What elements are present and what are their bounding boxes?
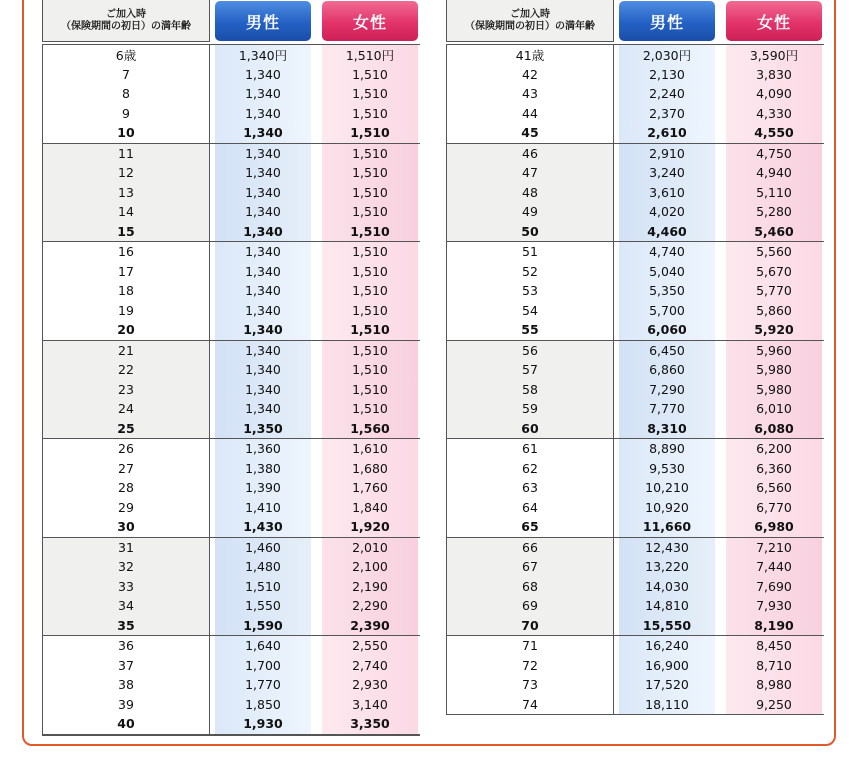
female-column-header: 女性 bbox=[726, 1, 822, 41]
female-premium-cell: 7,210 bbox=[726, 538, 822, 558]
male-premium-cell: 1,390 bbox=[215, 478, 311, 498]
female-premium-cell: 1,510 bbox=[322, 242, 418, 262]
age-cell: 49 bbox=[446, 202, 614, 222]
male-premium-cell: 5,040 bbox=[619, 262, 715, 282]
male-premium-cell: 1,340 bbox=[215, 341, 311, 361]
male-premium-cell: 16,240 bbox=[619, 636, 715, 656]
female-premium-cell: 4,330 bbox=[726, 104, 822, 124]
female-premium-cell: 4,550 bbox=[726, 123, 822, 143]
age-cell: 43 bbox=[446, 84, 614, 104]
table-row bbox=[42, 577, 420, 597]
age-cell: 30 bbox=[42, 517, 210, 537]
age-cell: 60 bbox=[446, 419, 614, 439]
age-cell: 50 bbox=[446, 222, 614, 242]
male-premium-cell: 4,740 bbox=[619, 242, 715, 262]
male-premium-cell: 1,340 bbox=[215, 163, 311, 183]
table-row bbox=[446, 360, 824, 380]
table-row bbox=[446, 419, 824, 440]
male-premium-cell: 2,130 bbox=[619, 65, 715, 85]
age-cell: 39 bbox=[42, 695, 210, 715]
age-cell: 53 bbox=[446, 281, 614, 301]
age-cell: 16 bbox=[42, 242, 210, 262]
age-cell: 48 bbox=[446, 183, 614, 203]
age-cell: 32 bbox=[42, 557, 210, 577]
female-premium-cell: 5,460 bbox=[726, 222, 822, 242]
female-premium-cell: 1,510 bbox=[322, 360, 418, 380]
age-cell: 66 bbox=[446, 538, 614, 558]
age-cell: 61 bbox=[446, 439, 614, 459]
female-premium-cell: 4,750 bbox=[726, 144, 822, 164]
male-premium-cell: 18,110 bbox=[619, 695, 715, 715]
male-premium-cell: 5,350 bbox=[619, 281, 715, 301]
age-cell: 62 bbox=[446, 459, 614, 479]
table-row bbox=[446, 577, 824, 597]
female-premium-cell: 1,510 bbox=[322, 144, 418, 164]
age-cell: 29 bbox=[42, 498, 210, 518]
male-premium-cell: 11,660 bbox=[619, 517, 715, 537]
table-row bbox=[42, 144, 420, 164]
age-cell: 15 bbox=[42, 222, 210, 242]
female-column-header: 女性 bbox=[322, 1, 418, 41]
table-row bbox=[446, 262, 824, 282]
male-premium-cell: 14,810 bbox=[619, 596, 715, 616]
male-premium-cell: 7,290 bbox=[619, 380, 715, 400]
premium-table-right bbox=[446, 0, 824, 715]
female-premium-cell: 2,930 bbox=[322, 675, 418, 695]
female-premium-cell: 6,200 bbox=[726, 439, 822, 459]
female-premium-cell: 2,550 bbox=[322, 636, 418, 656]
age-cell: 33 bbox=[42, 577, 210, 597]
female-premium-cell: 5,980 bbox=[726, 380, 822, 400]
male-premium-cell: 1,340 bbox=[215, 242, 311, 262]
table-row bbox=[42, 399, 420, 419]
male-premium-cell: 2,240 bbox=[619, 84, 715, 104]
table-row bbox=[42, 498, 420, 518]
female-premium-cell: 3,590円 bbox=[726, 45, 822, 65]
female-premium-cell: 5,980 bbox=[726, 360, 822, 380]
age-cell: 68 bbox=[446, 577, 614, 597]
table-row bbox=[42, 616, 420, 637]
age-cell: 34 bbox=[42, 596, 210, 616]
table-row bbox=[446, 183, 824, 203]
table-row bbox=[42, 301, 420, 321]
table-row bbox=[42, 675, 420, 695]
table-row bbox=[42, 341, 420, 361]
female-premium-cell: 1,560 bbox=[322, 419, 418, 439]
male-premium-cell: 1,340 bbox=[215, 144, 311, 164]
age-cell: 37 bbox=[42, 656, 210, 676]
table-row bbox=[446, 498, 824, 518]
age-cell: 41歳 bbox=[446, 45, 614, 65]
male-premium-cell: 2,030円 bbox=[619, 45, 715, 65]
male-premium-cell: 1,850 bbox=[215, 695, 311, 715]
female-premium-cell: 5,770 bbox=[726, 281, 822, 301]
age-cell: 21 bbox=[42, 341, 210, 361]
age-cell: 59 bbox=[446, 399, 614, 419]
male-premium-cell: 1,340 bbox=[215, 222, 311, 242]
table-row bbox=[42, 183, 420, 203]
age-header-line1: ご加入時 bbox=[106, 8, 146, 20]
female-premium-cell: 9,250 bbox=[726, 695, 822, 715]
female-premium-cell: 6,980 bbox=[726, 517, 822, 537]
table-row bbox=[446, 538, 824, 558]
table-row bbox=[42, 84, 420, 104]
table-row bbox=[446, 636, 824, 656]
female-premium-cell: 1,920 bbox=[322, 517, 418, 537]
age-cell: 72 bbox=[446, 656, 614, 676]
age-cell: 26 bbox=[42, 439, 210, 459]
age-cell: 44 bbox=[446, 104, 614, 124]
male-column-header: 男性 bbox=[619, 1, 715, 41]
age-cell: 46 bbox=[446, 144, 614, 164]
age-cell: 28 bbox=[42, 478, 210, 498]
male-premium-cell: 1,510 bbox=[215, 577, 311, 597]
table-row bbox=[446, 301, 824, 321]
female-premium-cell: 5,110 bbox=[726, 183, 822, 203]
male-premium-cell: 13,220 bbox=[619, 557, 715, 577]
female-premium-cell: 6,010 bbox=[726, 399, 822, 419]
female-premium-cell: 5,860 bbox=[726, 301, 822, 321]
male-premium-cell: 12,430 bbox=[619, 538, 715, 558]
female-premium-cell: 3,350 bbox=[322, 714, 418, 734]
age-cell: 13 bbox=[42, 183, 210, 203]
female-premium-cell: 4,940 bbox=[726, 163, 822, 183]
table-row bbox=[42, 320, 420, 341]
male-premium-cell: 1,340 bbox=[215, 380, 311, 400]
table-row bbox=[446, 596, 824, 616]
male-premium-cell: 17,520 bbox=[619, 675, 715, 695]
age-cell: 67 bbox=[446, 557, 614, 577]
male-premium-cell: 8,890 bbox=[619, 439, 715, 459]
table-row bbox=[446, 439, 824, 459]
age-cell: 73 bbox=[446, 675, 614, 695]
male-premium-cell: 1,640 bbox=[215, 636, 311, 656]
age-cell: 8 bbox=[42, 84, 210, 104]
age-cell: 11 bbox=[42, 144, 210, 164]
male-premium-cell: 4,460 bbox=[619, 222, 715, 242]
male-premium-cell: 6,060 bbox=[619, 320, 715, 340]
female-premium-cell: 7,930 bbox=[726, 596, 822, 616]
female-premium-cell: 1,510 bbox=[322, 163, 418, 183]
female-premium-cell: 1,510 bbox=[322, 123, 418, 143]
table-row bbox=[446, 144, 824, 164]
female-premium-cell: 5,670 bbox=[726, 262, 822, 282]
male-column-header: 男性 bbox=[215, 1, 311, 41]
male-premium-cell: 14,030 bbox=[619, 577, 715, 597]
female-premium-cell: 8,980 bbox=[726, 675, 822, 695]
table-row bbox=[42, 538, 420, 558]
age-cell: 70 bbox=[446, 616, 614, 636]
male-premium-cell: 1,350 bbox=[215, 419, 311, 439]
female-premium-cell: 1,510 bbox=[322, 183, 418, 203]
age-cell: 74 bbox=[446, 695, 614, 715]
table-row bbox=[446, 104, 824, 124]
female-premium-cell: 2,740 bbox=[322, 656, 418, 676]
table-row bbox=[42, 163, 420, 183]
male-premium-cell: 1,480 bbox=[215, 557, 311, 577]
age-cell: 45 bbox=[446, 123, 614, 143]
male-premium-cell: 1,410 bbox=[215, 498, 311, 518]
male-premium-cell: 1,340 bbox=[215, 202, 311, 222]
female-premium-cell: 1,510 bbox=[322, 281, 418, 301]
male-premium-cell: 1,340 bbox=[215, 262, 311, 282]
age-cell: 71 bbox=[446, 636, 614, 656]
premium-table-left bbox=[42, 0, 420, 736]
female-premium-cell: 1,680 bbox=[322, 459, 418, 479]
table-row bbox=[42, 380, 420, 400]
female-premium-cell: 6,560 bbox=[726, 478, 822, 498]
age-cell: 20 bbox=[42, 320, 210, 340]
table-row bbox=[42, 202, 420, 222]
age-cell: 27 bbox=[42, 459, 210, 479]
age-cell: 54 bbox=[446, 301, 614, 321]
age-header-line2: （保険期間の初日）の満年齢 bbox=[465, 20, 595, 32]
table-row bbox=[446, 202, 824, 222]
female-premium-cell: 1,760 bbox=[322, 478, 418, 498]
age-cell: 18 bbox=[42, 281, 210, 301]
female-premium-cell: 1,510 bbox=[322, 65, 418, 85]
female-premium-cell: 8,710 bbox=[726, 656, 822, 676]
table-row bbox=[42, 44, 420, 65]
male-premium-cell: 1,340 bbox=[215, 399, 311, 419]
female-premium-cell: 1,510 bbox=[322, 104, 418, 124]
male-premium-cell: 1,340 bbox=[215, 183, 311, 203]
male-premium-cell: 1,340 bbox=[215, 301, 311, 321]
age-cell: 52 bbox=[446, 262, 614, 282]
table-row bbox=[42, 262, 420, 282]
age-cell: 56 bbox=[446, 341, 614, 361]
table-row bbox=[446, 44, 824, 65]
male-premium-cell: 1,590 bbox=[215, 616, 311, 636]
female-premium-cell: 7,440 bbox=[726, 557, 822, 577]
female-premium-cell: 1,510 bbox=[322, 380, 418, 400]
age-cell: 47 bbox=[446, 163, 614, 183]
table-row bbox=[42, 281, 420, 301]
table-row bbox=[42, 557, 420, 577]
female-premium-cell: 7,690 bbox=[726, 577, 822, 597]
table-row bbox=[42, 656, 420, 676]
age-column-header bbox=[42, 0, 210, 42]
male-premium-cell: 3,610 bbox=[619, 183, 715, 203]
table-body bbox=[42, 44, 420, 736]
table-row bbox=[42, 123, 420, 144]
table-header bbox=[446, 0, 824, 44]
table-row bbox=[446, 380, 824, 400]
male-premium-cell: 5,700 bbox=[619, 301, 715, 321]
table-row bbox=[446, 341, 824, 361]
male-premium-cell: 2,370 bbox=[619, 104, 715, 124]
female-premium-cell: 2,190 bbox=[322, 577, 418, 597]
table-row bbox=[446, 399, 824, 419]
age-cell: 63 bbox=[446, 478, 614, 498]
table-row bbox=[446, 656, 824, 676]
table-row bbox=[446, 84, 824, 104]
table-row bbox=[446, 242, 824, 262]
age-cell: 23 bbox=[42, 380, 210, 400]
age-header-line1: ご加入時 bbox=[510, 8, 550, 20]
age-cell: 64 bbox=[446, 498, 614, 518]
age-cell: 25 bbox=[42, 419, 210, 439]
male-premium-cell: 1,550 bbox=[215, 596, 311, 616]
age-cell: 55 bbox=[446, 320, 614, 340]
male-premium-cell: 1,340 bbox=[215, 360, 311, 380]
female-premium-cell: 4,090 bbox=[726, 84, 822, 104]
age-cell: 51 bbox=[446, 242, 614, 262]
female-premium-cell: 6,770 bbox=[726, 498, 822, 518]
age-cell: 42 bbox=[446, 65, 614, 85]
female-premium-cell: 1,510 bbox=[322, 399, 418, 419]
table-row bbox=[446, 459, 824, 479]
age-cell: 19 bbox=[42, 301, 210, 321]
age-cell: 9 bbox=[42, 104, 210, 124]
female-premium-cell: 1,510 bbox=[322, 341, 418, 361]
age-cell: 7 bbox=[42, 65, 210, 85]
female-premium-cell: 1,510 bbox=[322, 320, 418, 340]
table-row bbox=[42, 517, 420, 538]
table-row bbox=[446, 222, 824, 243]
female-premium-cell: 1,510 bbox=[322, 202, 418, 222]
male-premium-cell: 6,860 bbox=[619, 360, 715, 380]
table-row bbox=[42, 242, 420, 262]
age-cell: 24 bbox=[42, 399, 210, 419]
male-premium-cell: 1,340 bbox=[215, 104, 311, 124]
female-premium-cell: 3,830 bbox=[726, 65, 822, 85]
female-premium-cell: 1,510 bbox=[322, 262, 418, 282]
female-premium-cell: 2,010 bbox=[322, 538, 418, 558]
table-row bbox=[42, 222, 420, 243]
female-premium-cell: 5,960 bbox=[726, 341, 822, 361]
age-cell: 69 bbox=[446, 596, 614, 616]
female-premium-cell: 5,280 bbox=[726, 202, 822, 222]
table-row bbox=[446, 478, 824, 498]
female-premium-cell: 2,390 bbox=[322, 616, 418, 636]
male-premium-cell: 1,770 bbox=[215, 675, 311, 695]
male-premium-cell: 4,020 bbox=[619, 202, 715, 222]
table-row bbox=[42, 636, 420, 656]
female-premium-cell: 6,360 bbox=[726, 459, 822, 479]
table-row bbox=[42, 104, 420, 124]
age-cell: 31 bbox=[42, 538, 210, 558]
female-premium-cell: 8,450 bbox=[726, 636, 822, 656]
female-premium-cell: 1,510 bbox=[322, 222, 418, 242]
table-row bbox=[446, 163, 824, 183]
male-premium-cell: 1,340 bbox=[215, 123, 311, 143]
age-column-header bbox=[446, 0, 614, 42]
male-premium-cell: 10,210 bbox=[619, 478, 715, 498]
table-header bbox=[42, 0, 420, 44]
age-cell: 14 bbox=[42, 202, 210, 222]
table-row bbox=[446, 517, 824, 538]
table-row bbox=[446, 675, 824, 695]
age-cell: 12 bbox=[42, 163, 210, 183]
male-premium-cell: 1,340円 bbox=[215, 45, 311, 65]
male-premium-cell: 1,360 bbox=[215, 439, 311, 459]
age-cell: 35 bbox=[42, 616, 210, 636]
female-premium-cell: 1,510円 bbox=[322, 45, 418, 65]
female-premium-cell: 2,290 bbox=[322, 596, 418, 616]
male-premium-cell: 2,910 bbox=[619, 144, 715, 164]
age-cell: 36 bbox=[42, 636, 210, 656]
table-row bbox=[42, 419, 420, 440]
male-premium-cell: 1,340 bbox=[215, 65, 311, 85]
male-premium-cell: 16,900 bbox=[619, 656, 715, 676]
male-premium-cell: 1,930 bbox=[215, 714, 311, 734]
male-premium-cell: 1,700 bbox=[215, 656, 311, 676]
table-row bbox=[42, 439, 420, 459]
table-row bbox=[42, 478, 420, 498]
table-row bbox=[446, 281, 824, 301]
age-cell: 17 bbox=[42, 262, 210, 282]
age-header-line2: （保険期間の初日）の満年齢 bbox=[61, 20, 191, 32]
age-cell: 65 bbox=[446, 517, 614, 537]
male-premium-cell: 2,610 bbox=[619, 123, 715, 143]
male-premium-cell: 1,340 bbox=[215, 281, 311, 301]
age-cell: 40 bbox=[42, 714, 210, 734]
table-row bbox=[42, 459, 420, 479]
age-cell: 22 bbox=[42, 360, 210, 380]
table-row bbox=[42, 695, 420, 715]
female-premium-cell: 5,560 bbox=[726, 242, 822, 262]
male-premium-cell: 1,340 bbox=[215, 320, 311, 340]
table-row bbox=[42, 596, 420, 616]
table-row bbox=[446, 123, 824, 144]
table-row bbox=[446, 320, 824, 341]
age-cell: 6歳 bbox=[42, 45, 210, 65]
table-row bbox=[446, 616, 824, 637]
female-premium-cell: 1,510 bbox=[322, 84, 418, 104]
table-body bbox=[446, 44, 824, 715]
male-premium-cell: 1,340 bbox=[215, 84, 311, 104]
female-premium-cell: 5,920 bbox=[726, 320, 822, 340]
female-premium-cell: 1,610 bbox=[322, 439, 418, 459]
male-premium-cell: 9,530 bbox=[619, 459, 715, 479]
male-premium-cell: 7,770 bbox=[619, 399, 715, 419]
male-premium-cell: 1,380 bbox=[215, 459, 311, 479]
male-premium-cell: 1,460 bbox=[215, 538, 311, 558]
male-premium-cell: 1,430 bbox=[215, 517, 311, 537]
male-premium-cell: 6,450 bbox=[619, 341, 715, 361]
age-cell: 38 bbox=[42, 675, 210, 695]
age-cell: 58 bbox=[446, 380, 614, 400]
table-row bbox=[446, 557, 824, 577]
female-premium-cell: 1,510 bbox=[322, 301, 418, 321]
table-row bbox=[42, 714, 420, 735]
female-premium-cell: 8,190 bbox=[726, 616, 822, 636]
table-row bbox=[446, 65, 824, 85]
male-premium-cell: 15,550 bbox=[619, 616, 715, 636]
female-premium-cell: 1,840 bbox=[322, 498, 418, 518]
female-premium-cell: 2,100 bbox=[322, 557, 418, 577]
age-cell: 57 bbox=[446, 360, 614, 380]
table-row bbox=[446, 695, 824, 715]
age-cell: 10 bbox=[42, 123, 210, 143]
male-premium-cell: 10,920 bbox=[619, 498, 715, 518]
male-premium-cell: 8,310 bbox=[619, 419, 715, 439]
female-premium-cell: 3,140 bbox=[322, 695, 418, 715]
table-row bbox=[42, 65, 420, 85]
table-row bbox=[42, 360, 420, 380]
male-premium-cell: 3,240 bbox=[619, 163, 715, 183]
female-premium-cell: 6,080 bbox=[726, 419, 822, 439]
